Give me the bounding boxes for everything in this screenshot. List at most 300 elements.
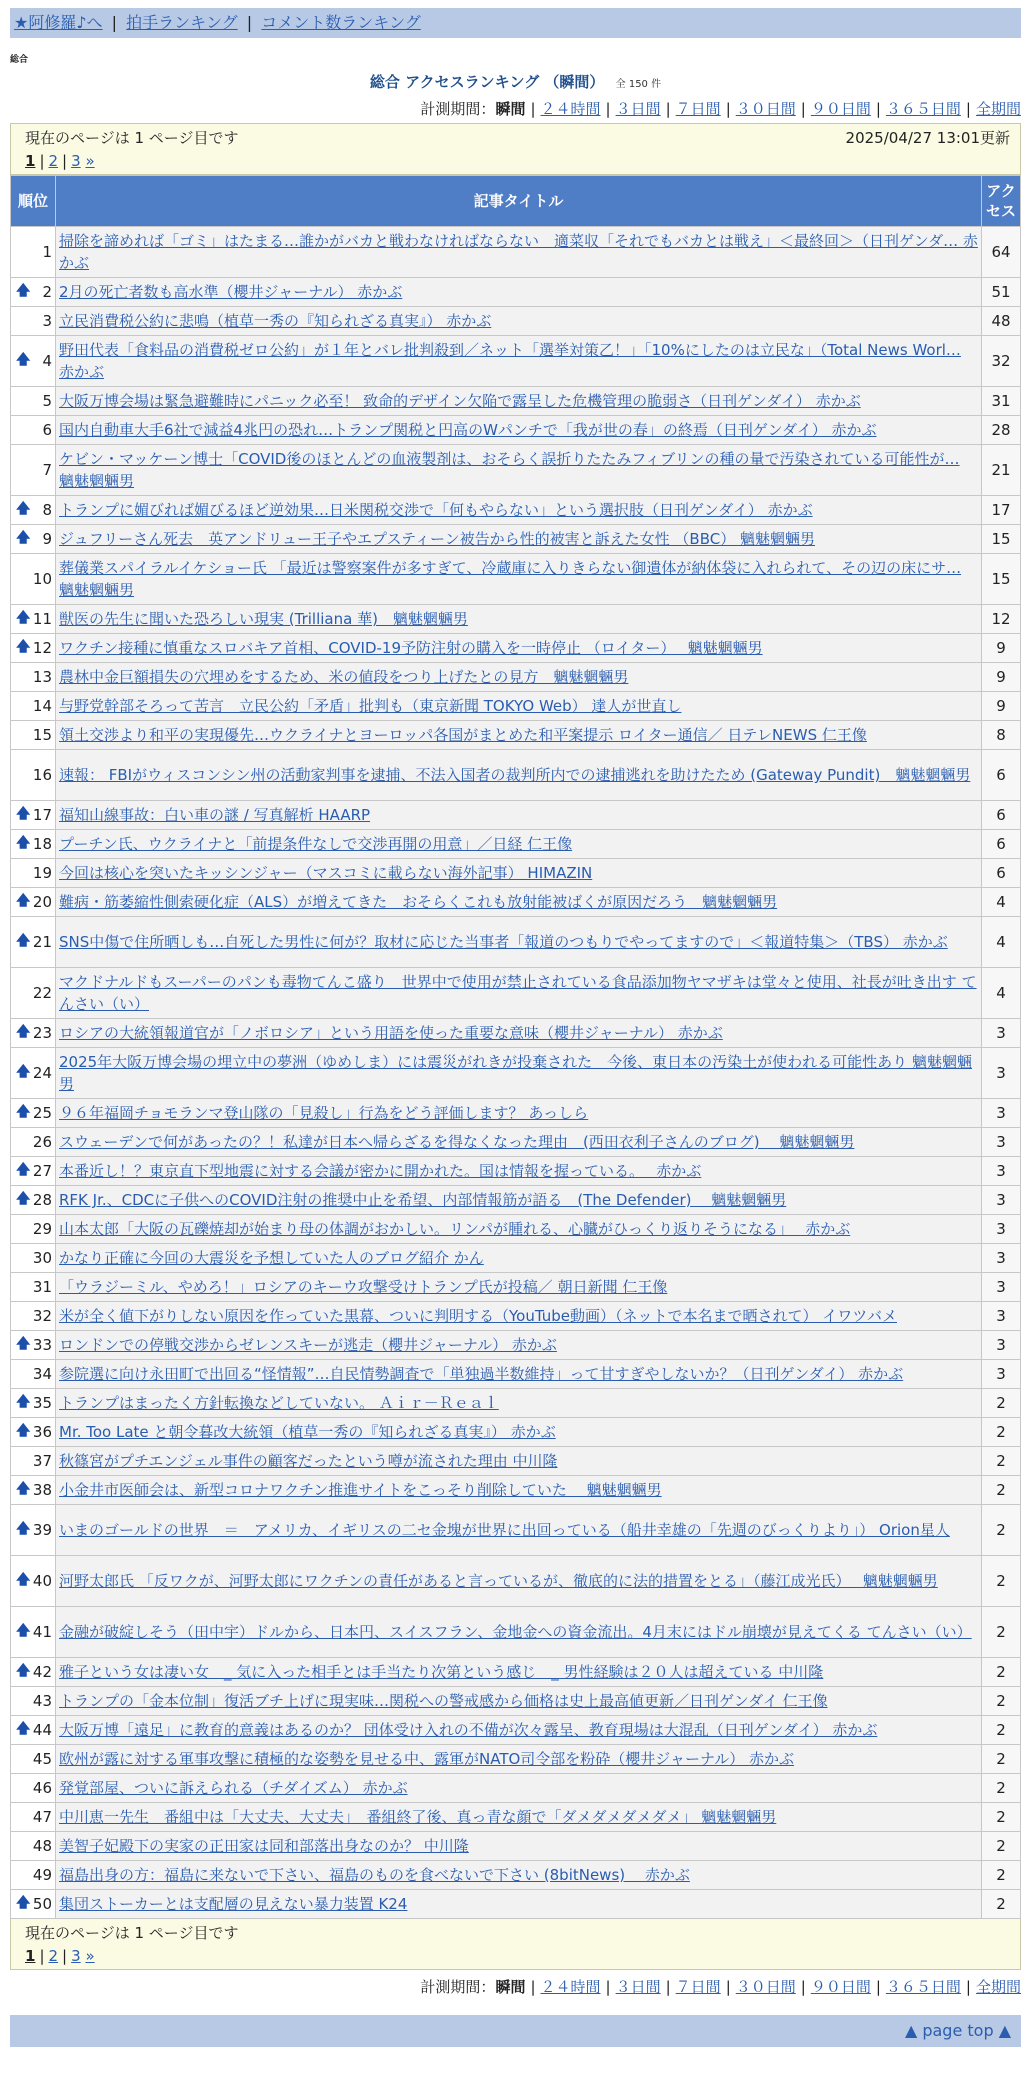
access-count: 3 <box>982 1331 1021 1360</box>
title-cell <box>56 278 982 307</box>
rank-number: 15 <box>32 726 52 744</box>
table-row <box>11 496 1021 525</box>
article-link[interactable]: トランプはまったく方針転換などしていない。 Ａｉｒ－Ｒｅａｌ <box>59 1394 499 1412</box>
rank-number: 39 <box>32 1521 52 1539</box>
period-separator: | <box>605 1978 611 1996</box>
rank-number: 10 <box>32 570 52 588</box>
access-count: 15 <box>982 554 1021 605</box>
article-link[interactable]: プーチン氏、ウクライナと「前提条件なしで交渉再開の用意」／日経 仁王像 <box>59 835 573 853</box>
pager-page-link[interactable]: 2 <box>48 1947 59 1965</box>
rank-cell <box>11 1505 56 1556</box>
period-separator: | <box>875 100 881 118</box>
section-label: 総合 <box>10 55 29 65</box>
title-cell <box>56 1128 982 1157</box>
rank-cell <box>11 1890 56 1919</box>
title-cell <box>56 1302 982 1331</box>
table-row <box>11 1128 1021 1157</box>
period-link[interactable]: ９０日間 <box>810 100 871 118</box>
access-count: 8 <box>982 721 1021 750</box>
article-link[interactable]: 葬儀業スパイラルイケショー氏 「最近は警察案件が多すぎて、冷蔵庫に入りきらない御遺体が納体袋に入れられて、その辺の床にサ… 魑魅魍魎男 <box>59 559 962 599</box>
table-row <box>11 1273 1021 1302</box>
pager-page-link[interactable]: 3 <box>71 1947 81 1965</box>
period-link[interactable]: ３日間 <box>615 100 661 118</box>
article-link[interactable]: 2025年大阪万博会場の埋立中の夢洲（ゆめしま）には震災がれきが投棄された 今後、東日本の汚染土が使われる可能性あり 魑魅魍魎男 <box>59 1053 972 1093</box>
table-row <box>11 1157 1021 1186</box>
access-count: 28 <box>982 416 1021 445</box>
comment-ranking-link[interactable]: コメント数ランキング <box>261 13 421 32</box>
access-count: 9 <box>982 692 1021 721</box>
rank-cell <box>11 1157 56 1186</box>
rank-cell <box>11 1658 56 1687</box>
article-link[interactable]: マクドナルドもスーパーのパンも毒物てんこ盛り 世界中で使用が禁止されている食品添加物ヤマザキは堂々と使用、社長が吐き出す てんさい（い） <box>59 973 977 1013</box>
pager-next-link[interactable]: » <box>85 152 95 170</box>
up-arrow-icon: 🡅 <box>16 501 31 517</box>
period-separator: | <box>965 100 971 118</box>
access-count: 17 <box>982 496 1021 525</box>
rank-cell <box>11 1331 56 1360</box>
period-link[interactable]: ２４時間 <box>540 1978 601 1996</box>
title-cell <box>56 1716 982 1745</box>
up-arrow-icon: 🡅 <box>16 1064 31 1080</box>
up-arrow-icon: 🡅 <box>16 1663 31 1679</box>
rank-cell <box>11 859 56 888</box>
rank-cell <box>11 416 56 445</box>
article-link[interactable]: RFK Jr.、CDCに子供へのCOVID注射の推奨中止を希望、内部情報筋が語る (The Defender) 魑魅魍魎男 <box>59 1191 787 1209</box>
rank-number: 27 <box>32 1162 52 1180</box>
period-link[interactable]: 全期間 <box>975 100 1021 118</box>
table-row <box>11 1099 1021 1128</box>
access-count: 2 <box>982 1658 1021 1687</box>
rank-number: 31 <box>32 1278 52 1296</box>
access-count: 2 <box>982 1418 1021 1447</box>
rank-cell <box>11 1476 56 1505</box>
title-cell <box>56 1389 982 1418</box>
period-separator: | <box>875 1978 881 1996</box>
table-row <box>11 830 1021 859</box>
article-link[interactable]: 秋篠宮がプチエンジェル事件の顧客だったという噂が流された理由 中川隆 <box>59 1452 558 1470</box>
nav-separator: | <box>111 13 118 32</box>
access-count: 3 <box>982 1019 1021 1048</box>
title-cell <box>56 1215 982 1244</box>
period-link[interactable]: ３日間 <box>615 1978 661 1996</box>
rank-cell <box>11 917 56 968</box>
table-row <box>11 968 1021 1019</box>
ranking-table <box>10 175 1021 1919</box>
table-row <box>11 1716 1021 1745</box>
rank-number: 32 <box>32 1307 52 1325</box>
table-row <box>11 1244 1021 1273</box>
article-link[interactable]: 参院選に向け永田町で出回る“怪情報”…自民情勢調査で「単独過半数維持」って甘すぎやしないか？（日刊ゲンダイ） 赤かぶ <box>59 1365 904 1383</box>
page-title <box>10 71 1021 92</box>
access-count: 51 <box>982 278 1021 307</box>
rank-cell <box>11 1360 56 1389</box>
table-row <box>11 1302 1021 1331</box>
access-count: 2 <box>982 1389 1021 1418</box>
table-row <box>11 1331 1021 1360</box>
article-link[interactable]: 獣医の先生に聞いた恐ろしい現実 (Trilliana 華) 魑魅魍魎男 <box>59 610 468 628</box>
rank-number: 44 <box>32 1721 52 1739</box>
title-cell <box>56 968 982 1019</box>
article-link[interactable]: 「ウラジーミル、やめろ！」ロシアのキーウ攻撃受けトランプ氏が投稿／ 朝日新聞 仁王像 <box>59 1278 668 1296</box>
article-link[interactable]: 集団ストーカーとは支配層の見えない暴力装置 K24 <box>59 1895 408 1913</box>
title-cell <box>56 336 982 387</box>
rank-number: 43 <box>32 1692 52 1710</box>
table-row <box>11 1505 1021 1556</box>
rank-cell <box>11 692 56 721</box>
table-row <box>11 307 1021 336</box>
table-row <box>11 750 1021 801</box>
rank-number: 36 <box>32 1423 52 1441</box>
up-arrow-icon: 🡅 <box>16 1521 31 1537</box>
rank-number: 30 <box>32 1249 52 1267</box>
page-indicator: 現在のページは 1 ページ目です <box>25 1924 239 1942</box>
title-cell <box>56 1157 982 1186</box>
article-link[interactable]: 農林中金巨額損失の穴埋めをするため、米の値段をつり上げたとの見方 魑魅魍魎男 <box>59 668 629 686</box>
period-link[interactable]: ３６５日間 <box>885 100 961 118</box>
article-link[interactable]: 発覚部屋、ついに訴えられる（チダイズム） 赤かぶ <box>59 1779 408 1797</box>
title-cell <box>56 1418 982 1447</box>
access-count: 3 <box>982 1186 1021 1215</box>
period-current: 瞬間 <box>495 100 526 118</box>
rank-number: 50 <box>32 1895 52 1913</box>
access-count: 6 <box>982 859 1021 888</box>
pagination-bottom <box>25 1947 1010 1965</box>
rank-number: 41 <box>32 1623 52 1641</box>
rank-cell <box>11 1244 56 1273</box>
rank-cell <box>11 1447 56 1476</box>
period-link[interactable]: ９０日間 <box>810 1978 871 1996</box>
period-link[interactable]: ７日間 <box>675 1978 721 1996</box>
rank-number: 2 <box>42 283 52 301</box>
article-link[interactable]: 野田代表「食料品の消費税ゼロ公約」が１年とバレ批判殺到／ネット「選挙対策乙！」「10%にしたのは立民な」（Total News Worl… 赤かぶ <box>59 341 961 381</box>
rank-cell <box>11 1556 56 1607</box>
article-link[interactable]: 国内自動車大手6社で減益4兆円の恐れ…トランプ関税と円高のWパンチで「我が世の春」の終焉（日刊ゲンダイ） 赤かぶ <box>59 421 877 439</box>
title-cell <box>56 1832 982 1861</box>
article-link[interactable]: 与野党幹部そろって苦言 立民公約「矛盾」批判も（東京新聞 TOKYO Web） 達人が世直し <box>59 697 682 715</box>
rank-number: 5 <box>42 392 52 410</box>
rank-cell <box>11 1774 56 1803</box>
article-link[interactable]: 速報： FBIがウィスコンシン州の活動家判事を逮捕、不法入国者の裁判所内での逮捕逃れを助けたため (Gateway Pundit) 魑魅魍魎男 <box>59 766 971 784</box>
rank-number: 23 <box>32 1024 52 1042</box>
rank-number: 21 <box>32 933 52 951</box>
period-link[interactable]: ３６５日間 <box>885 1978 961 1996</box>
period-separator: | <box>800 1978 806 1996</box>
home-link[interactable]: ★阿修羅♪へ <box>14 13 103 32</box>
up-arrow-icon: 🡅 <box>16 893 31 909</box>
title-cell <box>56 1331 982 1360</box>
rank-cell <box>11 1418 56 1447</box>
table-row <box>11 1048 1021 1099</box>
title-cell <box>56 1658 982 1687</box>
up-arrow-icon: 🡅 <box>16 1572 31 1588</box>
article-link[interactable]: 河野太郎氏 「反ワクが、河野太郎にワクチンの責任があると言っているが、徹底的に法的措置をとる」（藤江成光氏） 魑魅魍魎男 <box>59 1572 938 1590</box>
access-count: 3 <box>982 1128 1021 1157</box>
pager-separator: | <box>39 152 45 170</box>
rank-number: 4 <box>42 352 52 370</box>
pager-page-link[interactable]: 2 <box>48 152 59 170</box>
article-link[interactable]: ワクチン接種に慎重なスロバキア首相、COVID-19予防注射の購入を一時停止 （ロイター） 魑魅魍魎男 <box>59 639 763 657</box>
title-cell <box>56 1505 982 1556</box>
article-link[interactable]: トランプに媚びれば媚びるほど逆効果…日米関税交渉で「何もやらない」という選択肢（日刊ゲンダイ） 赤かぶ <box>59 501 813 519</box>
access-count: 21 <box>982 445 1021 496</box>
article-link[interactable]: 小金井市医師会は、新型コロナワクチン推進サイトをこっそり削除していた 魑魅魍魎男 <box>59 1481 662 1499</box>
title-cell <box>56 605 982 634</box>
table-row <box>11 721 1021 750</box>
period-separator: | <box>665 1978 671 1996</box>
article-link[interactable]: 中川恵一先生 番組中は「大丈夫、大丈夫」 番組終了後、真っ青な顔で「ダメダメダメダメ」 魑魅魍魎男 <box>59 1808 777 1826</box>
access-count: 2 <box>982 1745 1021 1774</box>
rank-number: 29 <box>32 1220 52 1238</box>
article-link[interactable]: 米が全く値下がりしない原因を作っていた黒幕、ついに判明する（YouTube動画）（ネットで本名まで晒されて） イワツバメ <box>59 1307 897 1325</box>
up-arrow-icon: 🡅 <box>16 835 31 851</box>
rank-number: 25 <box>32 1104 52 1122</box>
table-row <box>11 1890 1021 1919</box>
rank-number: 24 <box>32 1064 52 1082</box>
pager-page-link[interactable]: 3 <box>71 152 81 170</box>
article-link[interactable]: 本番近し！？東京直下型地震に対する会議が密かに開かれた。国は情報を握っている。 赤かぶ <box>59 1162 702 1180</box>
table-row <box>11 859 1021 888</box>
page-top-link[interactable]: ▲ page top ▲ <box>904 2021 1011 2040</box>
up-arrow-icon: 🡅 <box>16 530 31 546</box>
article-link[interactable]: ロンドンでの停戦交渉からゼレンスキーが逃走（櫻井ジャーナル） 赤かぶ <box>59 1336 557 1354</box>
rank-number: 46 <box>32 1779 52 1797</box>
title-cell <box>56 387 982 416</box>
rank-cell <box>11 1803 56 1832</box>
access-count: 3 <box>982 1273 1021 1302</box>
rank-cell <box>11 1186 56 1215</box>
up-arrow-icon: 🡅 <box>16 610 31 626</box>
article-link[interactable]: ケビン・マッケーン博士「COVID後のほとんどの血液製剤は、おそらく誤折りたたみフィブリンの種の量で汚染されている可能性が… 魑魅魍魎男 <box>59 450 960 490</box>
rank-number: 1 <box>42 243 52 261</box>
title-cell <box>56 1774 982 1803</box>
up-arrow-icon: 🡅 <box>16 1336 31 1352</box>
title-cell <box>56 1273 982 1302</box>
access-count: 3 <box>982 1244 1021 1273</box>
title-cell <box>56 859 982 888</box>
article-link[interactable]: 福知山線事故：白い車の謎 / 写真解析 HAARP <box>59 806 371 824</box>
rank-cell <box>11 830 56 859</box>
rank-number: 3 <box>42 312 52 330</box>
article-link[interactable]: Mr. Too Late と朝令暮改大統領（植草一秀の『知られざる真実』） 赤かぶ <box>59 1423 556 1441</box>
title-cell <box>56 1607 982 1658</box>
rank-number: 45 <box>32 1750 52 1768</box>
pager-separator: | <box>62 1947 68 1965</box>
article-link[interactable]: いまのゴールドの世界 ＝ アメリカ、イギリスの二セ金塊が世界に出回っている（船井幸雄の「先週のびっくりより」） Orion星人 <box>59 1521 950 1539</box>
up-arrow-icon: 🡅 <box>16 639 31 655</box>
period-link[interactable]: ３０日間 <box>735 1978 796 1996</box>
pager-current-page: 1 <box>25 1947 36 1965</box>
page-info-bottom <box>10 1919 1021 1970</box>
title-cell <box>56 750 982 801</box>
article-link[interactable]: スウェーデンで何があったの？！私達が日本へ帰らざるを得なくなった理由 (西田衣利子さんのブログ) 魑魅魍魎男 <box>59 1133 855 1151</box>
rank-number: 40 <box>32 1572 52 1590</box>
rank-cell <box>11 1745 56 1774</box>
title-cell <box>56 525 982 554</box>
article-link[interactable]: 2月の死亡者数も高水準（櫻井ジャーナル） 赤かぶ <box>59 283 403 301</box>
article-link[interactable]: 山本太郎「大阪の瓦礫焼却が始まり母の体調がおかしい。リンパが腫れる、心臓がひっくり返りそうになる」 赤かぶ <box>59 1220 851 1238</box>
up-arrow-icon: 🡅 <box>16 1623 31 1639</box>
article-link[interactable]: 福島出身の方：福島に来ないで下さい、福島のものを食べないで下さい (8bitNews) 赤かぶ <box>59 1866 690 1884</box>
rank-number: 14 <box>32 697 52 715</box>
rank-number: 26 <box>32 1133 52 1151</box>
title-cell <box>56 1447 982 1476</box>
rank-cell <box>11 1832 56 1861</box>
article-link[interactable]: ロシアの大統領報道官が「ノボロシア」という用語を使った重要な意味（櫻井ジャーナル） 赤かぶ <box>59 1024 723 1042</box>
rank-number: 12 <box>32 639 52 657</box>
rank-cell <box>11 1389 56 1418</box>
article-link[interactable]: ジュフリーさん死去 英アンドリュー王子やエプスティーン被告から性的被害と訴えた女性 （BBC） 魑魅魍魎男 <box>59 530 815 548</box>
title-cell <box>56 830 982 859</box>
up-arrow-icon: 🡅 <box>16 1721 31 1737</box>
access-count: 3 <box>982 1302 1021 1331</box>
title-cell <box>56 1186 982 1215</box>
up-arrow-icon: 🡅 <box>16 1481 31 1497</box>
rank-cell <box>11 721 56 750</box>
rank-number: 17 <box>32 806 52 824</box>
access-count: 3 <box>982 1048 1021 1099</box>
rank-number: 9 <box>42 530 52 548</box>
access-column-header: アクセス <box>982 176 1021 227</box>
period-link[interactable]: ３０日間 <box>735 100 796 118</box>
period-link[interactable]: 全期間 <box>975 1978 1021 1996</box>
up-arrow-icon: 🡅 <box>16 1394 31 1410</box>
rank-number: 7 <box>42 461 52 479</box>
rank-number: 6 <box>42 421 52 439</box>
title-cell <box>56 663 982 692</box>
article-link[interactable]: 難病・筋萎縮性側索硬化症（ALS）が増えてきた おそらくこれも放射能被ばくが原因だろう 魑魅魍魎男 <box>59 893 778 911</box>
pager-next-link[interactable]: » <box>85 1947 95 1965</box>
period-separator: | <box>725 100 731 118</box>
article-link[interactable]: 領土交渉より和平の実現優先…ウクライナとヨーロッパ各国がまとめた和平案提示 ロイター通信／ 日テレNEWS 仁王像 <box>59 726 867 744</box>
title-cell <box>56 1099 982 1128</box>
up-arrow-icon: 🡅 <box>16 806 31 822</box>
title-cell <box>56 1861 982 1890</box>
table-row <box>11 605 1021 634</box>
article-link[interactable]: 立民消費税公約に悲鳴（植草一秀の『知られざる真実』） 赤かぶ <box>59 312 492 330</box>
access-count: 4 <box>982 888 1021 917</box>
table-row <box>11 1861 1021 1890</box>
table-row <box>11 634 1021 663</box>
title-cell <box>56 1556 982 1607</box>
period-separator: | <box>530 1978 536 1996</box>
rank-number: 8 <box>42 501 52 519</box>
rank-number: 47 <box>32 1808 52 1826</box>
title-cell <box>56 1745 982 1774</box>
article-link[interactable]: ９６年福岡チョモランマ登山隊の「見殺し」行為をどう評価します？ あっしら <box>59 1104 589 1122</box>
access-count: 2 <box>982 1607 1021 1658</box>
table-row <box>11 1745 1021 1774</box>
table-row <box>11 336 1021 387</box>
table-row <box>11 227 1021 278</box>
title-cell <box>56 1890 982 1919</box>
period-separator: | <box>665 100 671 118</box>
period-link[interactable]: ２４時間 <box>540 100 601 118</box>
access-count: 2 <box>982 1774 1021 1803</box>
article-link[interactable]: かなり正確に今回の大震災を予想していた人のブログ紹介 かん <box>59 1249 484 1267</box>
title-column-header: 記事タイトル <box>56 176 982 227</box>
table-row <box>11 1607 1021 1658</box>
table-row <box>11 1832 1021 1861</box>
rank-cell <box>11 336 56 387</box>
period-selector-bottom <box>10 1976 1021 1997</box>
up-arrow-icon: 🡅 <box>16 1895 31 1911</box>
title-cell <box>56 801 982 830</box>
rank-cell <box>11 968 56 1019</box>
article-link[interactable]: 金融が破綻しそう（田中宇）ドルから、日本円、スイスフラン、金地金への資金流出。4月末にはドル崩壊が見えてくる てんさい（い） <box>59 1623 972 1641</box>
clap-ranking-link[interactable]: 拍手ランキング <box>126 13 238 32</box>
rank-number: 33 <box>32 1336 52 1354</box>
rank-number: 28 <box>32 1191 52 1209</box>
access-count: 2 <box>982 1716 1021 1745</box>
article-link[interactable]: 欧州が露に対する軍事攻撃に積極的な姿勢を見せる中、露軍がNATO司令部を粉砕（櫻井ジャーナル） 赤かぶ <box>59 1750 795 1768</box>
title-cell <box>56 1687 982 1716</box>
up-arrow-icon: 🡅 <box>16 352 31 368</box>
access-count: 48 <box>982 307 1021 336</box>
period-separator: | <box>605 100 611 118</box>
article-link[interactable]: 大阪万博「遠足」に教育的意義はあるのか？ 団体受け入れの不備が次々露呈、教育現場は大混乱（日刊ゲンダイ） 赤かぶ <box>59 1721 878 1739</box>
rank-number: 22 <box>32 984 52 1002</box>
pager-separator: | <box>39 1947 45 1965</box>
access-count: 2 <box>982 1505 1021 1556</box>
access-count: 3 <box>982 1157 1021 1186</box>
ranking-title: 総合 アクセスランキング （瞬間） <box>369 73 605 91</box>
access-count: 32 <box>982 336 1021 387</box>
rank-cell <box>11 1128 56 1157</box>
up-arrow-icon: 🡅 <box>16 1024 31 1040</box>
access-count: 2 <box>982 1890 1021 1919</box>
title-cell <box>56 416 982 445</box>
title-cell <box>56 1244 982 1273</box>
table-row <box>11 1389 1021 1418</box>
rank-column-header: 順位 <box>11 176 56 227</box>
article-link[interactable]: 雅子という女は凄い女 _ 気に入った相手とは手当たり次第という感じ _ 男性経験は２０人は超えている 中川隆 <box>59 1663 824 1681</box>
access-count: 2 <box>982 1476 1021 1505</box>
rank-cell <box>11 1716 56 1745</box>
title-cell <box>56 692 982 721</box>
article-link[interactable]: トランプの「金本位制」復活ブチ上げに現実味…関税への警戒感から価格は史上最高値更新／日刊ゲンダイ 仁王像 <box>59 1692 828 1710</box>
rank-number: 11 <box>32 610 52 628</box>
article-link[interactable]: 掃除を諦めれば「ゴミ」はたまる…誰かがバカと戦わなければならない 適菜収「それでもバカとは戦え」＜最終回＞（日刊ゲンダ… 赤かぶ <box>59 232 978 272</box>
table-row <box>11 1687 1021 1716</box>
pager-separator: | <box>62 152 68 170</box>
nav-separator: | <box>246 13 253 32</box>
table-row <box>11 278 1021 307</box>
article-link[interactable]: 美智子妃殿下の実家の正田家は同和部落出身なのか？ 中川隆 <box>59 1837 469 1855</box>
period-link[interactable]: ７日間 <box>675 100 721 118</box>
rank-cell <box>11 554 56 605</box>
article-link[interactable]: 今回は核心を突いたキッシンジャー（マスコミに載らない海外記事） HIMAZIN <box>59 864 593 882</box>
rank-cell <box>11 1861 56 1890</box>
rank-cell <box>11 227 56 278</box>
access-count: 9 <box>982 663 1021 692</box>
title-cell <box>56 554 982 605</box>
access-count: 31 <box>982 387 1021 416</box>
access-count: 3 <box>982 1215 1021 1244</box>
rank-number: 19 <box>32 864 52 882</box>
title-cell <box>56 917 982 968</box>
article-link[interactable]: 大阪万博会場は緊急避難時にパニック必至！ 致命的デザイン欠陥で露呈した危機管理の脆弱さ（日刊ゲンダイ） 赤かぶ <box>59 392 861 410</box>
rank-cell <box>11 1302 56 1331</box>
access-count: 6 <box>982 750 1021 801</box>
article-link[interactable]: SNS中傷で住所晒しも…自死した男性に何が？取材に応じた当事者「報道のつもりでやってますので」＜報道特集＞（TBS） 赤かぶ <box>59 933 948 951</box>
access-count: 64 <box>982 227 1021 278</box>
page-indicator: 現在のページは 1 ページ目です <box>25 129 239 147</box>
rank-number: 37 <box>32 1452 52 1470</box>
rank-cell <box>11 1215 56 1244</box>
title-cell <box>56 445 982 496</box>
table-row <box>11 801 1021 830</box>
period-separator: | <box>725 1978 731 1996</box>
